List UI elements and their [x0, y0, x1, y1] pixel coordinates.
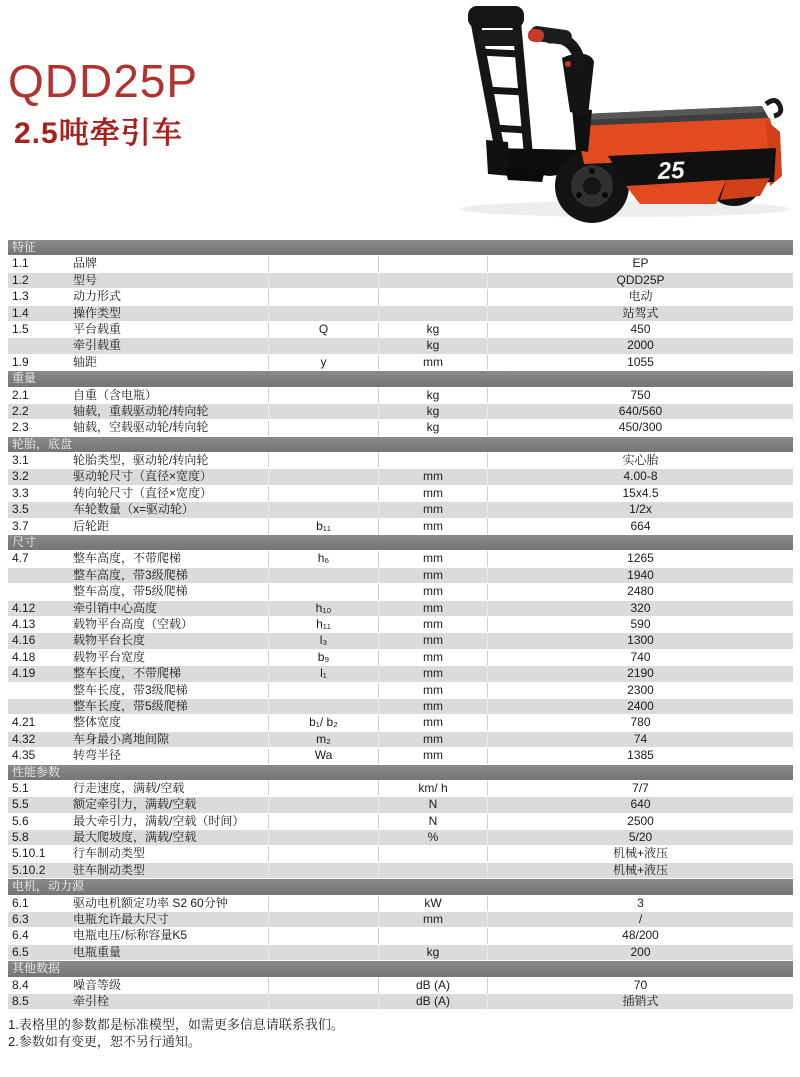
- cell-id: 4.7: [12, 551, 29, 566]
- cell-label: 牵引销中心高度: [73, 600, 158, 615]
- cell-id: 4.19: [12, 666, 36, 681]
- vehicle-logo: 25: [657, 157, 685, 185]
- cell-unit: mm: [378, 633, 487, 648]
- cell-symbol: [268, 306, 378, 321]
- cell-value: 插销式: [487, 994, 793, 1009]
- cell-label: 整车高度，不带爬梯: [73, 551, 182, 566]
- cell-symbol: h₁₀: [268, 601, 378, 616]
- cell-unit: N: [378, 797, 487, 812]
- cell-symbol: [268, 568, 378, 583]
- table-row: [8, 896, 793, 912]
- cell-label: 行车制动类型: [73, 846, 146, 861]
- cell-label: 转向轮尺寸（直径×宽度）: [73, 485, 213, 500]
- cell-id: [8, 568, 65, 583]
- cell-id: 3.7: [12, 518, 29, 533]
- cell-symbol: [268, 502, 378, 517]
- cell-id: 1.3: [12, 289, 29, 304]
- cell-symbol: [268, 781, 378, 796]
- cell-unit: km/ h: [378, 781, 487, 796]
- cell-unit: [378, 453, 487, 468]
- cell-label: 轴距: [73, 354, 98, 369]
- cell-label: 驻车制动类型: [73, 862, 146, 877]
- cell-value: 1300: [487, 633, 793, 648]
- cell-symbol: [268, 584, 378, 599]
- cell-value: 2000: [487, 338, 793, 353]
- cell-value: 590: [487, 617, 793, 632]
- table-row: [8, 650, 793, 666]
- table-row: [8, 519, 793, 535]
- cell-value: 740: [487, 650, 793, 665]
- cell-id: 6.3: [12, 912, 29, 927]
- table-row: [8, 994, 793, 1010]
- cell-id: [8, 699, 65, 714]
- cell-label: 驱动轮尺寸（直径×宽度）: [73, 469, 213, 484]
- cell-value: 1055: [487, 355, 793, 370]
- cell-symbol: [268, 453, 378, 468]
- cell-id: 1.2: [12, 272, 29, 287]
- cell-id: 2.2: [12, 403, 29, 418]
- table-row: [8, 928, 793, 944]
- table-row: [8, 617, 793, 633]
- cell-value: 7/7: [487, 781, 793, 796]
- table-row: [8, 863, 793, 879]
- cell-id: 4.32: [12, 731, 36, 746]
- table-row: [8, 502, 793, 518]
- cell-unit: [378, 256, 487, 271]
- cell-symbol: [268, 699, 378, 714]
- cell-unit: kg: [378, 420, 487, 435]
- cell-value: 1/2x: [487, 502, 793, 517]
- table-row: [8, 469, 793, 485]
- cell-label: 噪音等级: [73, 977, 122, 992]
- cell-value: 3: [487, 896, 793, 911]
- cell-label: 车身最小离地间隙: [73, 731, 170, 746]
- tiller-console: [527, 25, 594, 152]
- cell-label: 最大牵引力，满载/空载（时间）: [73, 813, 245, 828]
- cell-value: /: [487, 912, 793, 927]
- cell-unit: kg: [378, 945, 487, 960]
- cell-id: 4.12: [12, 600, 36, 615]
- cell-id: 4.21: [12, 715, 36, 730]
- cell-value: 1940: [487, 568, 793, 583]
- cell-unit: mm: [378, 355, 487, 370]
- cell-label: 品牌: [73, 256, 98, 271]
- cell-label: 整车长度，带3级爬梯: [73, 682, 188, 697]
- cell-label: 电瓶电压/标称容量K5: [73, 928, 188, 943]
- cell-value: 780: [487, 715, 793, 730]
- product-image: [430, 0, 795, 228]
- cell-symbol: [268, 978, 378, 993]
- cell-id: 5.8: [12, 830, 29, 845]
- cell-unit: [378, 863, 487, 878]
- section-header: 轮胎，底盘: [8, 437, 793, 453]
- cell-id: 8.4: [12, 977, 29, 992]
- cell-symbol: [268, 945, 378, 960]
- cell-symbol: [268, 256, 378, 271]
- page-subtitle: 2.5吨牵引车: [14, 117, 183, 150]
- cell-value: 450/300: [487, 420, 793, 435]
- cell-value: 2300: [487, 683, 793, 698]
- cell-symbol: [268, 486, 378, 501]
- cell-value: 15x4.5: [487, 486, 793, 501]
- section-header: 尺寸: [8, 535, 793, 551]
- cell-value: 2480: [487, 584, 793, 599]
- cell-symbol: b₁/ b₂: [268, 715, 378, 730]
- cell-value: 750: [487, 388, 793, 403]
- cell-value: 450: [487, 322, 793, 337]
- cell-label: 驱动电机额定功率 S2 60分钟: [73, 895, 228, 910]
- table-row: [8, 715, 793, 731]
- table-row: [8, 306, 793, 322]
- cell-id: 2.3: [12, 420, 29, 435]
- cell-unit: dB (A): [378, 994, 487, 1009]
- section-header: 性能参数: [8, 765, 793, 781]
- cell-label: 载物平台高度（空载）: [73, 616, 194, 631]
- table-row: [8, 781, 793, 797]
- cell-label: 车轮数量（x=驱动轮）: [73, 502, 195, 517]
- cell-unit: mm: [378, 601, 487, 616]
- section-header: 特征: [8, 240, 793, 256]
- table-row: [8, 978, 793, 994]
- cell-unit: mm: [378, 584, 487, 599]
- cell-id: 6.4: [12, 928, 29, 943]
- cell-value: 4.00-8: [487, 469, 793, 484]
- cell-symbol: [268, 863, 378, 878]
- cell-label: 动力形式: [73, 289, 122, 304]
- cell-id: 8.5: [12, 993, 29, 1008]
- cell-value: 2190: [487, 666, 793, 681]
- table-row: [8, 453, 793, 469]
- section-header: 重量: [8, 371, 793, 387]
- cell-unit: mm: [378, 715, 487, 730]
- cell-label: 轴载，重载驱动轮/转向轮: [73, 403, 209, 418]
- cell-value: 48/200: [487, 928, 793, 943]
- cell-value: 74: [487, 732, 793, 747]
- cell-id: [8, 338, 65, 353]
- cell-unit: mm: [378, 650, 487, 665]
- cell-value: 实心胎: [487, 453, 793, 468]
- cell-unit: [378, 306, 487, 321]
- cell-unit: mm: [378, 469, 487, 484]
- cell-symbol: h₁₁: [268, 617, 378, 632]
- cell-value: 机械+液压: [487, 863, 793, 878]
- cell-label: 轴载，空载驱动轮/转向轮: [73, 420, 209, 435]
- table-row: [8, 568, 793, 584]
- cell-symbol: [268, 797, 378, 812]
- table-row: [8, 633, 793, 649]
- cell-unit: mm: [378, 519, 487, 534]
- cell-unit: mm: [378, 748, 487, 763]
- table-row: [8, 945, 793, 961]
- cell-unit: dB (A): [378, 978, 487, 993]
- table-row: [8, 666, 793, 682]
- cell-label: 电瓶重量: [73, 944, 122, 959]
- cell-id: 4.35: [12, 748, 36, 763]
- cell-unit: mm: [378, 732, 487, 747]
- cell-value: 70: [487, 978, 793, 993]
- cell-label: 后轮距: [73, 518, 110, 533]
- cell-label: 型号: [73, 272, 98, 287]
- table-row: [8, 584, 793, 600]
- table-row: [8, 748, 793, 764]
- cell-id: 5.10.1: [12, 846, 46, 861]
- cell-unit: mm: [378, 568, 487, 583]
- cell-unit: [378, 928, 487, 943]
- cell-symbol: [268, 846, 378, 861]
- cell-unit: mm: [378, 683, 487, 698]
- table-row: [8, 846, 793, 862]
- section-header: 电机，动力源: [8, 879, 793, 895]
- cell-unit: mm: [378, 666, 487, 681]
- table-row: [8, 551, 793, 567]
- cell-label: 电瓶允许最大尺寸: [73, 912, 170, 927]
- cell-label: 平台载重: [73, 321, 122, 336]
- spec-table: [8, 240, 793, 1010]
- cell-symbol: [268, 912, 378, 927]
- cell-label: 整车高度，带3级爬梯: [73, 567, 188, 582]
- cell-value: 站驾式: [487, 306, 793, 321]
- cell-id: 1.4: [12, 305, 29, 320]
- cell-label: 载物平台宽度: [73, 649, 146, 664]
- cell-unit: kg: [378, 338, 487, 353]
- table-row: [8, 404, 793, 420]
- cell-id: 2.1: [12, 387, 29, 402]
- cell-value: QDD25P: [487, 273, 793, 288]
- cell-id: 5.1: [12, 780, 29, 795]
- cell-value: 5/20: [487, 830, 793, 845]
- table-row: [8, 322, 793, 338]
- table-row: [8, 289, 793, 305]
- cell-id: 1.1: [12, 256, 29, 271]
- cell-id: [8, 683, 65, 698]
- footer-notes: [8, 1016, 344, 1050]
- cell-symbol: b₉: [268, 650, 378, 665]
- cell-unit: [378, 273, 487, 288]
- cell-value: 664: [487, 519, 793, 534]
- cell-value: 机械+液压: [487, 846, 793, 861]
- cell-id: 6.1: [12, 895, 29, 910]
- cell-id: 5.5: [12, 797, 29, 812]
- table-row: [8, 797, 793, 813]
- cell-label: 转弯半径: [73, 748, 122, 763]
- cell-unit: mm: [378, 912, 487, 927]
- cell-symbol: [268, 928, 378, 943]
- cell-symbol: b₁₁: [268, 519, 378, 534]
- cell-label: 最大爬坡度，满载/空载: [73, 830, 197, 845]
- cell-value: 电动: [487, 289, 793, 304]
- table-row: [8, 256, 793, 272]
- cell-value: 640/560: [487, 404, 793, 419]
- cell-symbol: [268, 814, 378, 829]
- table-row: [8, 814, 793, 830]
- section-header: 其他数据: [8, 961, 793, 977]
- cell-unit: N: [378, 814, 487, 829]
- cell-id: 1.9: [12, 354, 29, 369]
- table-row: [8, 912, 793, 928]
- cell-symbol: [268, 896, 378, 911]
- cell-symbol: [268, 683, 378, 698]
- cell-label: 载物平台长度: [73, 633, 146, 648]
- cell-id: 3.2: [12, 469, 29, 484]
- cell-unit: kg: [378, 404, 487, 419]
- cell-unit: kW: [378, 896, 487, 911]
- cell-id: 5.6: [12, 813, 29, 828]
- cell-symbol: [268, 830, 378, 845]
- cell-label: 整车长度，带5级爬梯: [73, 698, 188, 713]
- cell-value: 1385: [487, 748, 793, 763]
- cell-value: 320: [487, 601, 793, 616]
- cell-symbol: [268, 289, 378, 304]
- cell-label: 轮胎类型，驱动轮/转向轮: [73, 453, 209, 468]
- cell-unit: mm: [378, 699, 487, 714]
- cell-symbol: Wa: [268, 748, 378, 763]
- cell-label: 整车高度，带5级爬梯: [73, 584, 188, 599]
- table-row: [8, 683, 793, 699]
- page-title: QDD25P: [8, 55, 199, 107]
- cell-symbol: Q: [268, 322, 378, 337]
- cell-unit: %: [378, 830, 487, 845]
- cell-value: 1265: [487, 551, 793, 566]
- cell-symbol: l₃: [268, 633, 378, 648]
- cell-label: 牵引载重: [73, 338, 122, 353]
- cell-id: 4.13: [12, 616, 36, 631]
- tow-hook: [766, 100, 781, 116]
- cell-label: 行走速度，满载/空载: [73, 780, 185, 795]
- cell-unit: [378, 846, 487, 861]
- cell-value: 640: [487, 797, 793, 812]
- cell-value: EP: [487, 256, 793, 271]
- cell-id: 3.3: [12, 485, 29, 500]
- cell-symbol: [268, 420, 378, 435]
- cell-id: 5.10.2: [12, 862, 46, 877]
- table-row: [8, 486, 793, 502]
- tow-tractor-illustration: [430, 0, 795, 228]
- cell-label: 整车长度，不带爬梯: [73, 666, 182, 681]
- cell-symbol: y: [268, 355, 378, 370]
- cell-id: 3.1: [12, 453, 29, 468]
- table-row: [8, 355, 793, 371]
- cell-id: 4.18: [12, 649, 36, 664]
- table-row: [8, 273, 793, 289]
- cell-unit: mm: [378, 617, 487, 632]
- cell-label: 操作类型: [73, 305, 122, 320]
- footer-note-2: 2.参数如有变更，恕不另行通知。: [8, 1034, 201, 1049]
- cell-symbol: [268, 469, 378, 484]
- cell-label: 牵引栓: [73, 993, 110, 1008]
- footer-note-1: 1.表格里的参数都是标准模型，如需更多信息请联系我们。: [8, 1017, 344, 1032]
- table-row: [8, 601, 793, 617]
- cell-unit: mm: [378, 502, 487, 517]
- cell-symbol: m₂: [268, 732, 378, 747]
- cell-unit: kg: [378, 388, 487, 403]
- cell-symbol: l₁: [268, 666, 378, 681]
- table-row: [8, 732, 793, 748]
- cell-id: [8, 584, 65, 599]
- cell-label: 额定牵引力，满载/空载: [73, 797, 197, 812]
- cell-id: 1.5: [12, 321, 29, 336]
- cell-unit: kg: [378, 322, 487, 337]
- cell-id: 3.5: [12, 502, 29, 517]
- cell-value: 2500: [487, 814, 793, 829]
- cell-symbol: h₆: [268, 551, 378, 566]
- cell-symbol: [268, 404, 378, 419]
- table-row: [8, 420, 793, 436]
- table-row: [8, 338, 793, 354]
- cell-value: 2400: [487, 699, 793, 714]
- cell-symbol: [268, 388, 378, 403]
- table-row: [8, 388, 793, 404]
- cell-symbol: [268, 338, 378, 353]
- table-row: [8, 830, 793, 846]
- cell-unit: mm: [378, 486, 487, 501]
- cell-id: 4.16: [12, 633, 36, 648]
- cell-unit: mm: [378, 551, 487, 566]
- cell-unit: [378, 289, 487, 304]
- table-row: [8, 699, 793, 715]
- cell-symbol: [268, 994, 378, 1009]
- cell-label: 自重（含电瓶）: [73, 387, 158, 402]
- cell-id: 6.5: [12, 944, 29, 959]
- cell-symbol: [268, 273, 378, 288]
- cell-value: 200: [487, 945, 793, 960]
- cell-label: 整体宽度: [73, 715, 122, 730]
